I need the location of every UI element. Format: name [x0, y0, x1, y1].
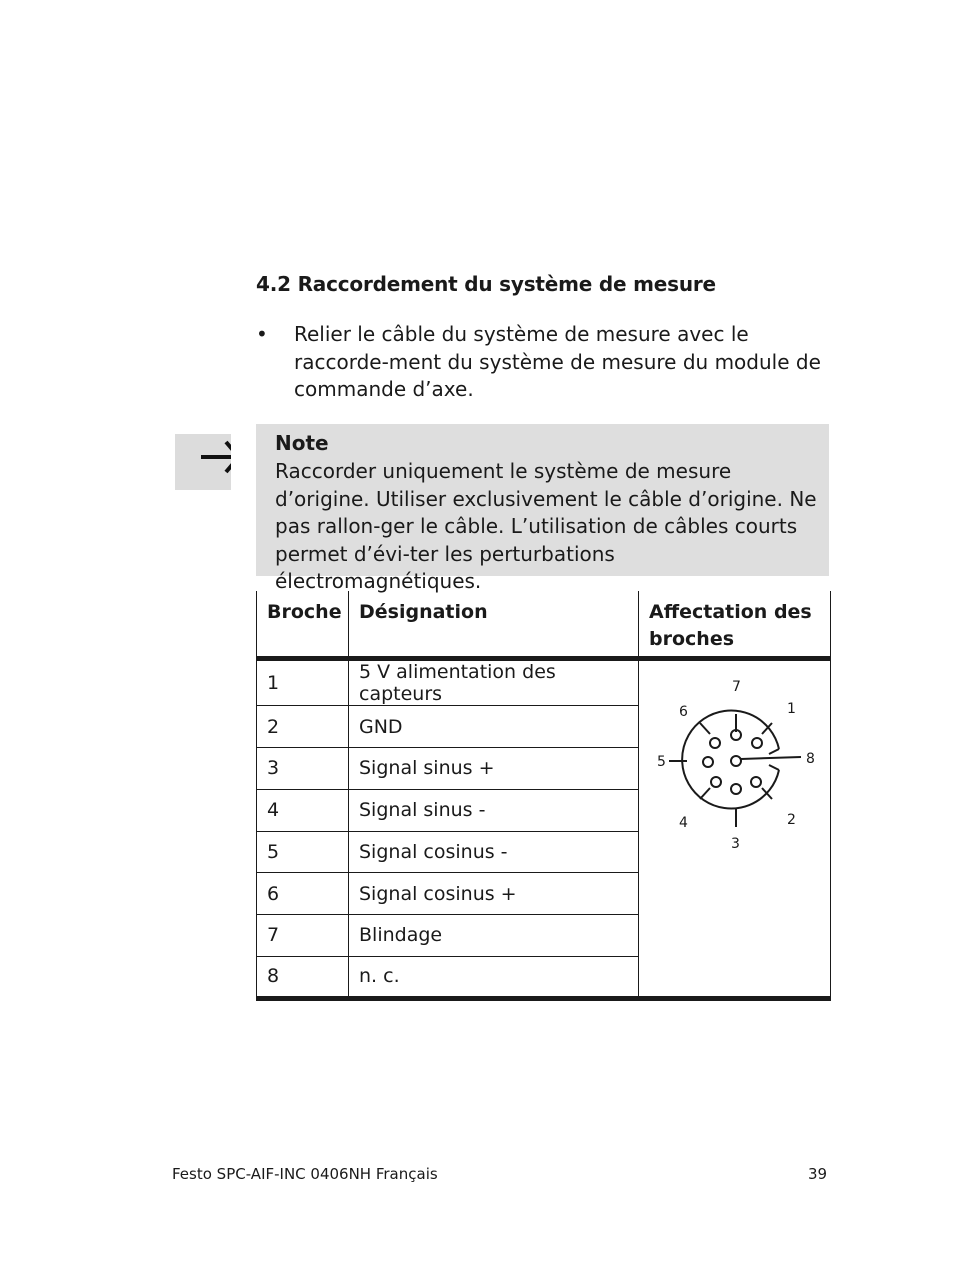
pin-label-6: 6 [679, 703, 688, 720]
bullet-text: Relier le câble du système de mesure avec le raccorde-ment du système de mesure du module de commande d’axe. [294, 322, 821, 401]
pin-number: 7 [257, 915, 349, 957]
pin-label-3: 3 [731, 835, 740, 852]
table-row [257, 658, 831, 706]
pin-label-5: 5 [657, 753, 666, 770]
pin-label-1: 1 [787, 700, 796, 717]
pin-designation: Signal cosinus - [349, 831, 639, 873]
header-affectation: Affectation des broches [639, 591, 831, 658]
note-title: Note [275, 431, 329, 455]
pin-number: 5 [257, 831, 349, 873]
pin-table [256, 591, 831, 1001]
pin-designation: Signal sinus - [349, 789, 639, 831]
note-arrow-box [175, 434, 231, 490]
arrow-right-icon [175, 434, 231, 490]
pin-number: 1 [257, 658, 349, 706]
pin-designation: 5 V alimentation des capteurs [349, 658, 639, 706]
pin-label-7: 7 [732, 678, 741, 695]
header-designation: Désignation [349, 591, 639, 658]
connector-diagram-cell [639, 658, 831, 998]
note-text: Raccorder uniquement le système de mesure d’origine. Utiliser exclusivement le câble d’origine. Ne pas rallon-ger le câble. L’utilisation de câbles courts permet d’évi-ter les perturbations électromagnétiques. [275, 459, 817, 593]
table-header-row [257, 591, 831, 658]
pin-number: 3 [257, 748, 349, 790]
pin-designation: Signal cosinus + [349, 873, 639, 915]
pin-label-4: 4 [679, 814, 688, 831]
pin-label-8: 8 [806, 750, 815, 767]
bullet-symbol: • [256, 322, 268, 346]
pin-designation: Signal sinus + [349, 748, 639, 790]
pin-designation: Blindage [349, 915, 639, 957]
pin-number: 8 [257, 956, 349, 998]
pin-designation: n. c. [349, 956, 639, 998]
pin-number: 2 [257, 706, 349, 748]
pin-number: 6 [257, 873, 349, 915]
pin-designation: GND [349, 706, 639, 748]
pin-number: 4 [257, 789, 349, 831]
header-broche: Broche [257, 591, 349, 658]
footer-document-info: Festo SPC-AIF-INC 0406NH Français [172, 1165, 438, 1183]
pin-label-2: 2 [787, 811, 796, 828]
connector-pinout-diagram [639, 661, 830, 991]
page-number: 39 [808, 1165, 828, 1183]
section-heading: 4.2 Raccordement du système de mesure [256, 272, 716, 296]
note-box [256, 424, 829, 593]
